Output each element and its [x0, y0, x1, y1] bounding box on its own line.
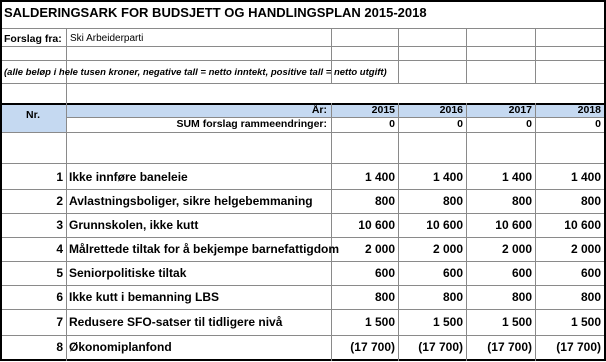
row-value[interactable]: 1 500	[432, 315, 463, 329]
row-value[interactable]: 600	[442, 266, 463, 280]
proposal-value[interactable]: Ski Arbeiderparti	[70, 33, 144, 44]
row-label[interactable]: Avlastningsboliger, sikre helgebemmaning	[69, 194, 313, 208]
row-nr[interactable]: 4	[56, 242, 63, 256]
row-nr[interactable]: 3	[56, 218, 63, 232]
row-value[interactable]: 1 500	[570, 315, 601, 329]
sheet-title[interactable]: SALDERINGSARK FOR BUDSJETT OG HANDLINGSPLAN 2015-2018	[4, 5, 427, 20]
row-value[interactable]: 800	[374, 290, 395, 304]
row-value[interactable]: 1 500	[501, 315, 532, 329]
row-value[interactable]: 10 600	[495, 218, 532, 232]
row-value[interactable]: (17 700)	[350, 340, 395, 354]
row-value[interactable]: 10 600	[426, 218, 463, 232]
sum-2015[interactable]: 0	[389, 118, 395, 130]
row-nr[interactable]: 8	[56, 340, 63, 354]
sum-2018[interactable]: 0	[595, 118, 601, 130]
row-value[interactable]: (17 700)	[487, 340, 532, 354]
row-label[interactable]: Målrettede tiltak for å bekjempe barnefattigdom	[69, 242, 340, 256]
row-value[interactable]: 800	[442, 194, 463, 208]
row-label[interactable]: Ikke kutt i bemanning LBS	[69, 290, 220, 304]
year-2015[interactable]: 2015	[371, 104, 395, 116]
row-value[interactable]: 10 600	[358, 218, 395, 232]
row-value[interactable]: 800	[511, 194, 532, 208]
row-value[interactable]: 800	[580, 194, 601, 208]
sum-label: SUM forslag rammeendringer:	[176, 118, 327, 130]
row-value[interactable]: 600	[511, 266, 532, 280]
row-nr[interactable]: 2	[56, 194, 63, 208]
row-value[interactable]: 1 400	[432, 170, 463, 184]
row-value[interactable]: 600	[580, 266, 601, 280]
sum-2016[interactable]: 0	[457, 118, 463, 130]
row-value[interactable]: (17 700)	[418, 340, 463, 354]
year-2017[interactable]: 2017	[508, 104, 532, 116]
row-value[interactable]: 1 400	[570, 170, 601, 184]
row-nr[interactable]: 1	[56, 170, 63, 184]
row-value[interactable]: 800	[511, 290, 532, 304]
row-value[interactable]: 10 600	[564, 218, 601, 232]
row-value[interactable]: 2 000	[501, 242, 532, 256]
row-value[interactable]: 1 400	[364, 170, 395, 184]
row-value[interactable]: 800	[442, 290, 463, 304]
row-label[interactable]: Redusere SFO-satser til tidligere nivå	[69, 315, 283, 329]
row-value[interactable]: 1 400	[501, 170, 532, 184]
row-value[interactable]: (17 700)	[556, 340, 601, 354]
year-2018[interactable]: 2018	[577, 104, 601, 116]
row-value[interactable]: 800	[374, 194, 395, 208]
year-label: År:	[311, 104, 327, 116]
row-label[interactable]: Ikke innføre baneleie	[69, 170, 188, 184]
row-label[interactable]: Seniorpolitiske tiltak	[69, 266, 187, 280]
row-value[interactable]: 800	[580, 290, 601, 304]
nr-header: Nr.	[25, 109, 40, 121]
row-nr[interactable]: 7	[56, 315, 63, 329]
row-value[interactable]: 2 000	[432, 242, 463, 256]
sum-2017[interactable]: 0	[526, 118, 532, 130]
year-2016[interactable]: 2016	[439, 104, 463, 116]
row-value[interactable]: 1 500	[364, 315, 395, 329]
proposal-label[interactable]: Forslag fra:	[4, 33, 62, 45]
row-value[interactable]: 600	[374, 266, 395, 280]
row-nr[interactable]: 5	[56, 266, 63, 280]
row-value[interactable]: 2 000	[364, 242, 395, 256]
row-value[interactable]: 2 000	[570, 242, 601, 256]
row-label[interactable]: Grunnskolen, ikke kutt	[69, 218, 199, 232]
row-label[interactable]: Økonomiplanfond	[69, 340, 172, 354]
row-nr[interactable]: 6	[56, 290, 63, 304]
amount-note[interactable]: (alle beløp i hele tusen kroner, negative tall = netto inntekt, positive tall = netto utgift)	[4, 67, 387, 78]
